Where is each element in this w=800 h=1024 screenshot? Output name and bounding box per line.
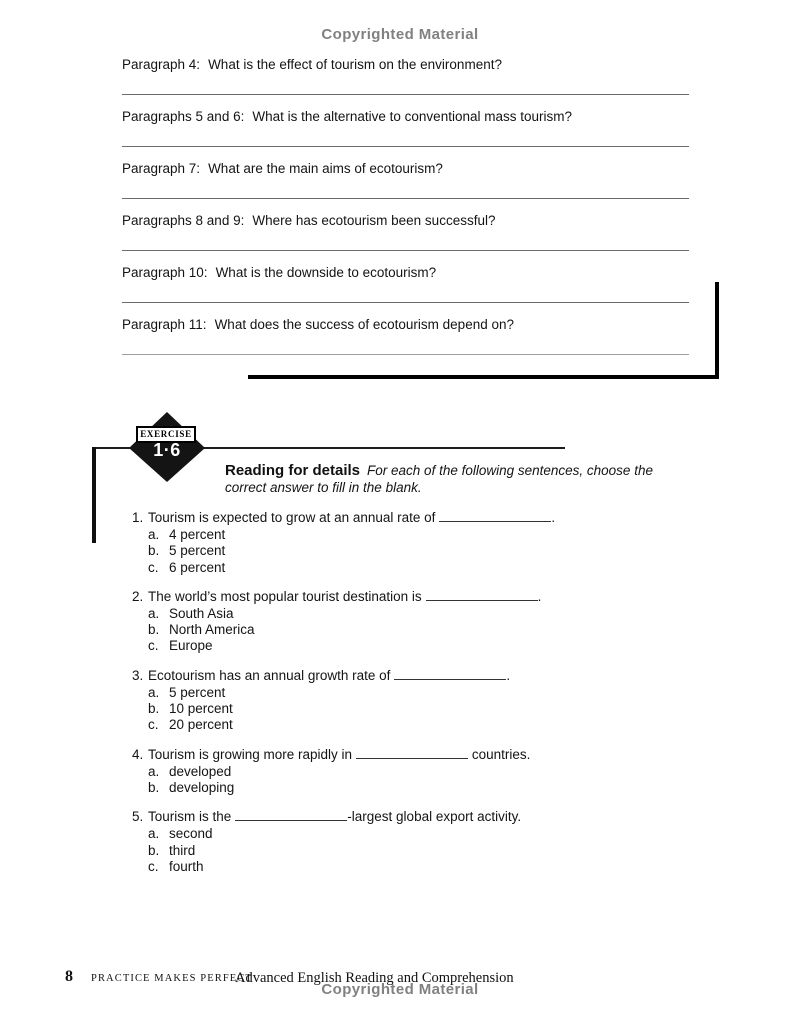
mcq-option bbox=[148, 859, 702, 875]
mcq-option bbox=[148, 622, 702, 638]
paragraph-label: Paragraph 4: bbox=[122, 57, 201, 72]
option-letter: b. bbox=[148, 701, 160, 717]
paragraph-label: Paragraphs 8 and 9: bbox=[122, 213, 245, 228]
question-after-blank: . bbox=[506, 667, 511, 683]
question-before-blank: Ecotourism has an annual growth rate of bbox=[148, 667, 391, 683]
option-letter: c. bbox=[148, 717, 159, 733]
mcq-option bbox=[148, 717, 702, 733]
question-text bbox=[122, 213, 689, 228]
question-number: 1. bbox=[132, 510, 144, 525]
mcq-option bbox=[148, 560, 702, 576]
option-letter: a. bbox=[148, 527, 160, 542]
question-before-blank: The world’s most popular tourist destination is bbox=[148, 588, 422, 604]
mcq-question bbox=[132, 508, 702, 576]
mcq-option bbox=[148, 826, 702, 842]
question-body: Where has ecotourism been successful? bbox=[252, 213, 496, 228]
option-letter: a. bbox=[148, 605, 160, 621]
option-letter: c. bbox=[148, 858, 159, 874]
option-text: third bbox=[169, 842, 196, 858]
comprehension-question bbox=[122, 109, 689, 161]
question-text bbox=[122, 109, 689, 124]
mcq-question bbox=[132, 587, 702, 655]
exercise-badge-label: EXERCISE bbox=[136, 426, 196, 443]
book-title: Advanced English Reading and Comprehension bbox=[235, 970, 514, 986]
exercise-bracket-vertical bbox=[92, 447, 96, 543]
mcq-question-text bbox=[132, 745, 702, 764]
question-number: 5. bbox=[132, 809, 144, 825]
question-after-blank: . bbox=[537, 588, 542, 604]
mcq-question bbox=[132, 807, 702, 875]
mcq-question-text bbox=[132, 508, 702, 527]
copyright-banner-top: Copyrighted Material bbox=[321, 26, 479, 43]
option-letter: b. bbox=[148, 842, 160, 858]
answer-line bbox=[122, 250, 689, 251]
comprehension-section bbox=[122, 57, 689, 369]
option-text: 6 percent bbox=[169, 559, 226, 575]
answer-line bbox=[122, 354, 689, 355]
option-text: developed bbox=[169, 763, 232, 779]
option-letter: a. bbox=[148, 763, 160, 779]
question-body: What is the alternative to conventional mass tourism? bbox=[252, 109, 572, 124]
option-letter: c. bbox=[148, 559, 159, 575]
fill-in-blank bbox=[394, 668, 506, 680]
question-body: What is the effect of tourism on the environment? bbox=[208, 57, 502, 72]
mcq-question-text bbox=[132, 807, 702, 826]
page-number: 8 bbox=[65, 968, 73, 985]
option-text: developing bbox=[169, 779, 235, 795]
question-number: 2. bbox=[132, 588, 144, 604]
comprehension-question bbox=[122, 317, 689, 369]
paragraph-label: Paragraphs 5 and 6: bbox=[122, 109, 245, 124]
option-text: North America bbox=[169, 622, 255, 638]
mcq-option bbox=[148, 780, 702, 796]
question-text bbox=[122, 265, 689, 280]
mcq-option bbox=[148, 701, 702, 717]
copyright-banner-bottom: Copyrighted Material bbox=[321, 981, 479, 998]
question-after-blank: . bbox=[551, 510, 556, 525]
question-text bbox=[122, 57, 689, 72]
question-after-blank: -largest global export activity. bbox=[347, 809, 522, 825]
fill-in-blank bbox=[356, 747, 468, 759]
mcq-option bbox=[148, 606, 702, 622]
answer-line bbox=[122, 302, 689, 303]
mcq-option bbox=[148, 638, 702, 654]
paragraph-label: Paragraph 11: bbox=[122, 317, 207, 332]
exercise-badge-number: 1·6 bbox=[153, 440, 181, 460]
mcq-option bbox=[148, 843, 702, 859]
exercise-header bbox=[225, 463, 687, 496]
question-number: 4. bbox=[132, 746, 144, 762]
question-number: 3. bbox=[132, 667, 144, 683]
option-text: 5 percent bbox=[169, 684, 226, 700]
corner-bracket-vertical bbox=[715, 282, 719, 379]
question-before-blank: Tourism is expected to grow at an annual rate of bbox=[148, 510, 436, 525]
question-body: What is the downside to ecotourism? bbox=[215, 265, 437, 280]
comprehension-question bbox=[122, 161, 689, 213]
exercise-title: Reading for details bbox=[225, 462, 361, 479]
option-text: fourth bbox=[169, 858, 204, 874]
question-before-blank: Tourism is growing more rapidly in bbox=[148, 746, 353, 762]
option-text: 5 percent bbox=[169, 543, 226, 559]
question-body: What are the main aims of ecotourism? bbox=[208, 161, 443, 176]
mcq-question bbox=[132, 745, 702, 797]
comprehension-question bbox=[122, 213, 689, 265]
mcq-option bbox=[148, 543, 702, 559]
option-text: South Asia bbox=[169, 605, 234, 621]
fill-in-blank bbox=[426, 589, 538, 601]
comprehension-question bbox=[122, 57, 689, 109]
corner-bracket-horizontal bbox=[248, 375, 719, 379]
option-letter: c. bbox=[148, 638, 159, 654]
fill-in-blank bbox=[439, 510, 551, 522]
question-text bbox=[122, 161, 689, 176]
option-text: second bbox=[169, 826, 213, 842]
mcq-question bbox=[132, 666, 702, 734]
multiple-choice-list bbox=[132, 508, 702, 886]
option-letter: a. bbox=[148, 684, 160, 700]
question-body: What does the success of ecotourism depend on? bbox=[214, 317, 514, 332]
mcq-option bbox=[148, 685, 702, 701]
series-name: PRACTICE MAKES PERFECT bbox=[91, 973, 253, 984]
mcq-option bbox=[148, 527, 702, 543]
option-letter: a. bbox=[148, 826, 160, 842]
mcq-question-text bbox=[132, 587, 702, 606]
answer-line bbox=[122, 198, 689, 199]
paragraph-label: Paragraph 7: bbox=[122, 161, 201, 176]
option-text: 4 percent bbox=[169, 527, 226, 542]
question-after-blank: countries. bbox=[468, 746, 531, 762]
option-letter: b. bbox=[148, 622, 160, 638]
option-text: Europe bbox=[169, 638, 213, 654]
mcq-option bbox=[148, 764, 702, 780]
option-letter: b. bbox=[148, 543, 160, 559]
fill-in-blank bbox=[235, 809, 347, 821]
exercise-instructions: For each of the following sentences, choose the correct answer to fill in the blank. bbox=[225, 463, 653, 495]
mcq-question-text bbox=[132, 666, 702, 685]
question-before-blank: Tourism is the bbox=[148, 809, 232, 825]
comprehension-question bbox=[122, 265, 689, 317]
option-text: 10 percent bbox=[169, 701, 233, 717]
paragraph-label: Paragraph 10: bbox=[122, 265, 208, 280]
answer-line bbox=[122, 94, 689, 95]
answer-line bbox=[122, 146, 689, 147]
option-letter: b. bbox=[148, 779, 160, 795]
question-text bbox=[122, 317, 689, 332]
option-text: 20 percent bbox=[169, 717, 233, 733]
